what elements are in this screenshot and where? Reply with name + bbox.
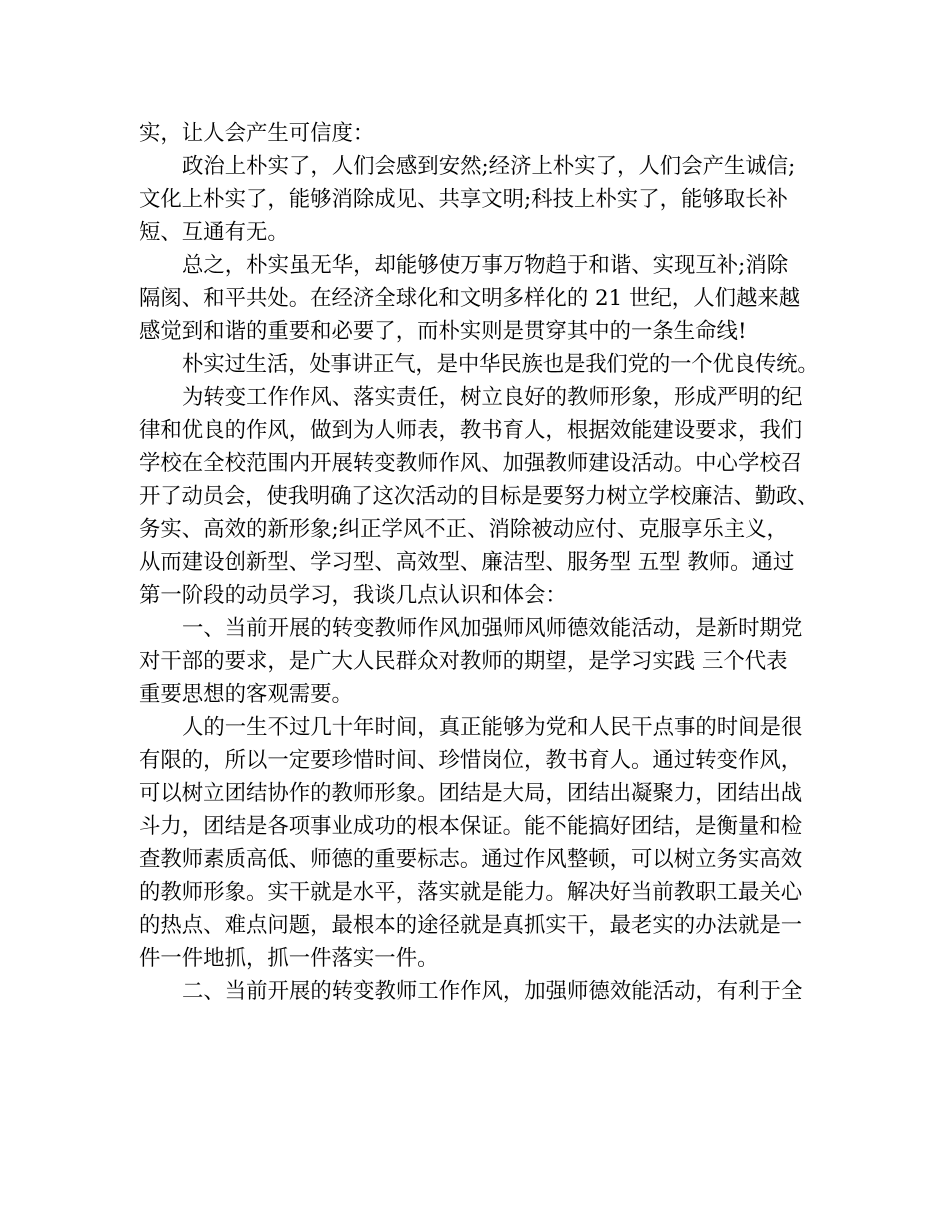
text-line: 开了动员会，使我明确了这次活动的目标是要努力树立学校廉洁、勤政、 [139,484,819,509]
text-line: 件一件地抓，抓一件落实一件。 [139,946,439,971]
text-line: 斗力，团结是各项事业成功的根本保证。能不能搞好团结，是衡量和检 [139,814,803,839]
text-line: 可以树立团结协作的教师形象。团结是大局，团结出凝聚力，团结出战 [139,781,803,806]
text-line: 的热点、难点问题，最根本的途径就是真抓实干，最老实的办法就是一 [139,913,803,938]
text-line: 律和优良的作风，做到为人师表，教书育人，根据效能建设要求，我们 [139,418,803,443]
text-line: 查教师素质高低、师德的重要标志。通过作风整顿，可以树立务实高效 [139,847,803,872]
paragraph-first-line: 为转变工作作风、落实责任，树立良好的教师形象，形成严明的纪 [182,385,803,410]
document-body [139,117,819,1008]
text-line: 重要思想的客观需要。 [139,682,353,707]
paragraph-first-line: 朴实过生活，处事讲正气，是中华民族也是我们党的一个优良传统。 [182,352,819,377]
paragraph-first-line: 人的一生不过几十年时间，真正能够为党和人民干点事的时间是很 [182,715,803,740]
paragraph-first-line: 一、当前开展的转变教师作风加强师风师德效能活动，是新时期党 [182,616,803,641]
paragraph-first-line: 总之，朴实虽无华，却能够使万事万物趋于和谐、实现互补;消除 [182,253,789,278]
text-line: 有限的，所以一定要珍惜时间、珍惜岗位，教书育人。通过转变作风， [139,748,803,773]
text-line: 实，让人会产生可信度： [139,121,375,146]
paragraph-first-line: 政治上朴实了，人们会感到安然;经济上朴实了，人们会产生诚信; [182,154,796,179]
text-line: 对干部的要求，是广大人民群众对教师的期望，是学习实践 三个代表 [139,649,788,674]
text-line: 第一阶段的动员学习，我谈几点认识和体会： [139,583,567,608]
text-line: 短、互通有无。 [139,220,289,245]
text-line: 从而建设创新型、学习型、高效型、廉洁型、服务型 五型 教师。通过 [139,550,795,575]
text-line: 文化上朴实了，能够消除成见、共享文明;科技上朴实了，能够取长补 [139,187,788,212]
text-line: 感觉到和谐的重要和必要了，而朴实则是贯穿其中的一条生命线! [139,319,747,344]
text-line: 的教师形象。实干就是水平，落实就是能力。解决好当前教职工最关心 [139,880,803,905]
paragraph-first-line: 二、当前开展的转变教师工作作风，加强师德效能活动，有利于全 [182,979,803,1004]
text-line: 隔阂、和平共处。在经济全球化和文明多样化的 21 世纪，人们越来越 [139,286,801,311]
text-line: 学校在全校范围内开展转变教师作风、加强教师建设活动。中心学校召 [139,451,803,476]
text-line: 务实、高效的新形象;纠正学风不正、消除被动应付、克服享乐主义， [139,517,788,542]
